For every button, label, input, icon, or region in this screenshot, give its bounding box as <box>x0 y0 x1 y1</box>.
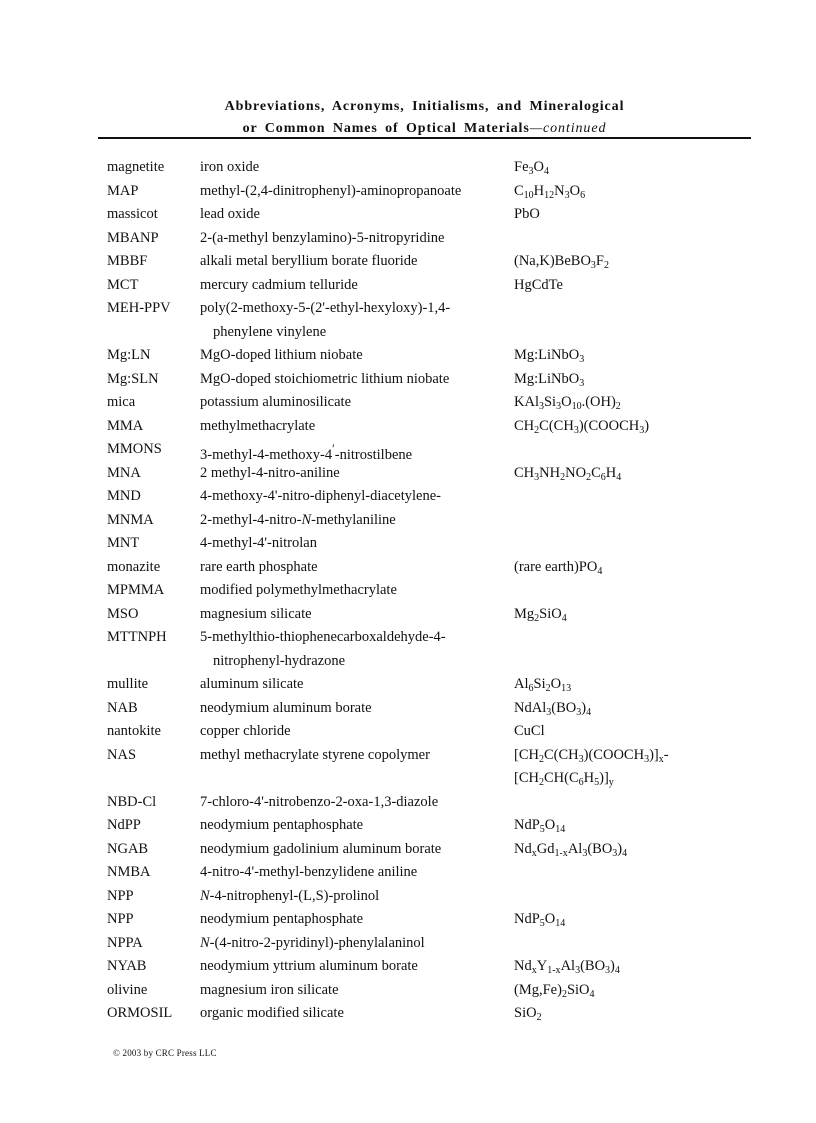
abbreviation-cell: NMBA <box>107 864 151 880</box>
material-name-cell: MgO-doped lithium niobate <box>200 347 363 363</box>
material-name-cell: aluminum silicate <box>200 676 304 692</box>
abbreviation-cell: MPMMA <box>107 582 165 598</box>
header-line-1: Abbreviations, Acronyms, Initialisms, and Mineralogical <box>224 99 625 114</box>
abbreviation-cell: Mg:LN <box>107 347 151 363</box>
formula-cell: HgCdTe <box>514 276 563 293</box>
material-name-cell: methylmethacrylate <box>200 417 316 434</box>
table-row <box>0 203 816 227</box>
material-name-cell: lead oxide <box>200 206 260 222</box>
abbreviation-cell: MNT <box>107 535 140 551</box>
abbreviation-cell: nantokite <box>107 723 161 739</box>
material-name-cell: 2-methyl-4-nitro-N-methylaniline <box>200 511 396 528</box>
table-row <box>0 274 816 298</box>
material-name-cell: MgO-doped stoichiometric lithium niobate <box>200 370 450 387</box>
abbreviation-cell: MAP <box>107 182 139 199</box>
abbreviation-cell: NPPA <box>107 934 143 951</box>
table-row <box>0 885 816 909</box>
table-row <box>0 744 816 791</box>
formula-cell: $CH_3NH_2NO_2C_6H_4$ <box>514 464 622 483</box>
formula-cell: $KAl_3Si_3O_{10}.(OH)_2$ <box>514 394 621 412</box>
material-name-cell: modified polymethylmethacrylate <box>200 582 397 598</box>
header-rule <box>98 137 751 139</box>
table-row <box>0 579 816 603</box>
formula-cell: Mg:LiNbO$_3$ <box>514 370 585 389</box>
material-name-cell: 2-(a-methyl benzylamino)-5-nitropyridine <box>200 229 445 246</box>
table-row <box>0 156 816 180</box>
abbreviation-cell: MND <box>107 488 141 504</box>
formula-continuation: $[CH_2CH(C_6H_5)]_y$ <box>514 770 614 788</box>
abbreviation-cell: NAS <box>107 746 137 763</box>
abbreviation-cell: mullite <box>107 676 149 692</box>
table-row <box>0 861 816 885</box>
abbreviation-cell: MSO <box>107 605 139 622</box>
abbreviation-cell: MCT <box>107 276 139 293</box>
material-name-cell: magnesium iron silicate <box>200 981 339 998</box>
header-continued: —continued <box>529 121 607 136</box>
page-header <box>98 96 751 140</box>
table-row <box>0 180 816 204</box>
formula-cell: $(Mg,Fe)_2SiO_4$ <box>514 981 595 1000</box>
formula-cell: PbO <box>514 206 540 222</box>
material-name-continuation: phenylene vinylene <box>213 323 327 340</box>
table-row <box>0 485 816 509</box>
abbreviation-cell: NPP <box>107 887 134 904</box>
table-row <box>0 673 816 697</box>
table-row <box>0 556 816 580</box>
table-row <box>0 250 816 274</box>
abbreviation-cell: MBANP <box>107 229 159 246</box>
table-row <box>0 391 816 415</box>
formula-cell: (rare $earth)PO_4$ <box>514 558 603 577</box>
abbreviation-cell: mica <box>107 394 136 410</box>
material-name-cell: methyl methacrylate styrene copolymer <box>200 746 430 763</box>
material-name-cell: rare earth phosphate <box>200 558 318 575</box>
material-name-cell: methyl-(2,4-dinitrophenyl)-aminopropanoate <box>200 182 462 199</box>
abbreviation-cell: NdPP <box>107 817 141 833</box>
formula-cell: $Al_6Si_2O_{13}$ <box>514 676 572 694</box>
abbreviation-cell: NYAB <box>107 958 147 974</box>
abbreviation-cell: massicot <box>107 206 158 222</box>
material-name-cell: copper chloride <box>200 723 291 739</box>
material-name-continuation: nitrophenyl-hydrazone <box>213 652 346 669</box>
material-name-cell: 5-methylthio-thiophenecarboxaldehyde-4- nitrophenyl-hydrazone <box>200 626 446 673</box>
material-name-cell: N-4-nitrophenyl-(L,S)-prolinol <box>200 887 380 904</box>
table-row <box>0 438 816 462</box>
formula-cell: $Nd_xY_{1-x}Al_3(BO_3)_4$ <box>514 958 620 976</box>
abbreviation-cell: MMONS <box>107 441 162 457</box>
abbreviation-cell: magnetite <box>107 159 165 175</box>
abbreviation-cell: MBBF <box>107 253 148 269</box>
table-row <box>0 955 816 979</box>
material-name-cell: 4-methyl-4'-nitrolan <box>200 535 317 551</box>
abbreviation-table <box>0 156 816 1026</box>
table-row <box>0 791 816 815</box>
abbreviation-cell: NAB <box>107 699 138 716</box>
abbreviation-cell: MTTNPH <box>107 629 167 645</box>
material-name-cell: 3-methyl-4-methoxy-4′-nitrostilbene <box>200 442 413 463</box>
abbreviation-cell: NPP <box>107 911 134 927</box>
material-name-cell: magnesium silicate <box>200 605 312 622</box>
abbreviation-cell: MNMA <box>107 511 154 528</box>
material-name-cell: neodymium yttrium aluminum borate <box>200 958 418 974</box>
material-name-cell: N-(4-nitro-2-pyridinyl)-phenylalaninol <box>200 934 425 951</box>
formula-cell: $NdAl_3(BO_3)_4$ <box>514 699 592 718</box>
table-row <box>0 838 816 862</box>
abbreviation-cell: Mg:SLN <box>107 370 159 387</box>
abbreviation-cell: olivine <box>107 981 148 998</box>
table-row <box>0 932 816 956</box>
abbreviation-cell: MEH-PPV <box>107 300 171 316</box>
formula-cell: $C_{10}H_{12}N_3O_6$ <box>514 182 586 201</box>
table-row <box>0 603 816 627</box>
material-name-cell: 4-methoxy-4'-nitro-diphenyl-diacetylene- <box>200 488 441 504</box>
material-name-cell: 4-nitro-4'-methyl-benzylidene aniline <box>200 864 418 880</box>
table-row <box>0 344 816 368</box>
formula-cell: $(Na,K)BeBO_3F_2$ <box>514 253 609 271</box>
formula-cell: $Fe_3O_4$ <box>514 159 549 177</box>
material-name-cell: neodymium aluminum borate <box>200 699 372 716</box>
table-row <box>0 814 816 838</box>
formula-cell: $[CH_2C(CH_3)(COOCH_3)]_x-$ $[CH_2CH(C_6H_5)]_y$ <box>514 746 669 788</box>
table-row <box>0 462 816 486</box>
material-name-cell: organic modified silicate <box>200 1005 344 1021</box>
table-row <box>0 415 816 439</box>
table-row <box>0 908 816 932</box>
formula-cell: $NdP_5O_{14}$ <box>514 817 566 835</box>
table-row <box>0 532 816 556</box>
material-name-cell: 2 methyl-4-nitro-aniline <box>200 464 340 481</box>
formula-cell: CuCl <box>514 723 545 739</box>
formula-cell: Mg:LiNbO$_3$ <box>514 347 585 365</box>
table-row <box>0 626 816 673</box>
abbreviation-cell: MMA <box>107 417 144 434</box>
table-row <box>0 368 816 392</box>
material-name-cell: alkali metal beryllium borate fluoride <box>200 253 418 269</box>
abbreviation-cell: ORMOSIL <box>107 1005 173 1021</box>
copyright-footer: © 2003 by CRC Press LLC <box>113 1048 217 1058</box>
table-row <box>0 227 816 251</box>
material-name-cell: neodymium gadolinium aluminum borate <box>200 840 442 857</box>
table-row <box>0 720 816 744</box>
header-line-2-text: or Common Names of Optical Materials <box>242 121 530 136</box>
table-row <box>0 979 816 1003</box>
formula-cell: $NdP_5O_{14}$ <box>514 911 566 929</box>
material-name-cell: neodymium pentaphosphate <box>200 817 364 833</box>
abbreviation-cell: MNA <box>107 464 141 481</box>
material-name-cell: iron oxide <box>200 159 260 175</box>
table-row <box>0 509 816 533</box>
formula-cell: $CH_2C(CH_3)(COOCH_3)$ <box>514 417 650 436</box>
formula-cell: $Mg_2SiO_4$ <box>514 605 567 624</box>
material-name-cell: neodymium pentaphosphate <box>200 911 364 927</box>
formula-cell: $Nd_xGd_{1-x}Al_3(BO_3)_4$ <box>514 840 628 859</box>
material-name-cell: 7-chloro-4'-nitrobenzo-2-oxa-1,3-diazole <box>200 793 439 810</box>
material-name-cell: poly(2-methoxy-5-(2'-ethyl-hexyloxy)-1,4- phenylene vinylene <box>200 297 450 344</box>
abbreviation-cell: NGAB <box>107 840 149 857</box>
abbreviation-cell: monazite <box>107 558 161 575</box>
formula-cell: SiO$_2$ <box>514 1005 542 1023</box>
table-row <box>0 297 816 344</box>
material-name-cell: mercury cadmium telluride <box>200 276 358 293</box>
material-name-cell: potassium aluminosilicate <box>200 394 352 410</box>
table-row <box>0 1002 816 1026</box>
table-row <box>0 697 816 721</box>
abbreviation-cell: NBD-Cl <box>107 793 157 810</box>
